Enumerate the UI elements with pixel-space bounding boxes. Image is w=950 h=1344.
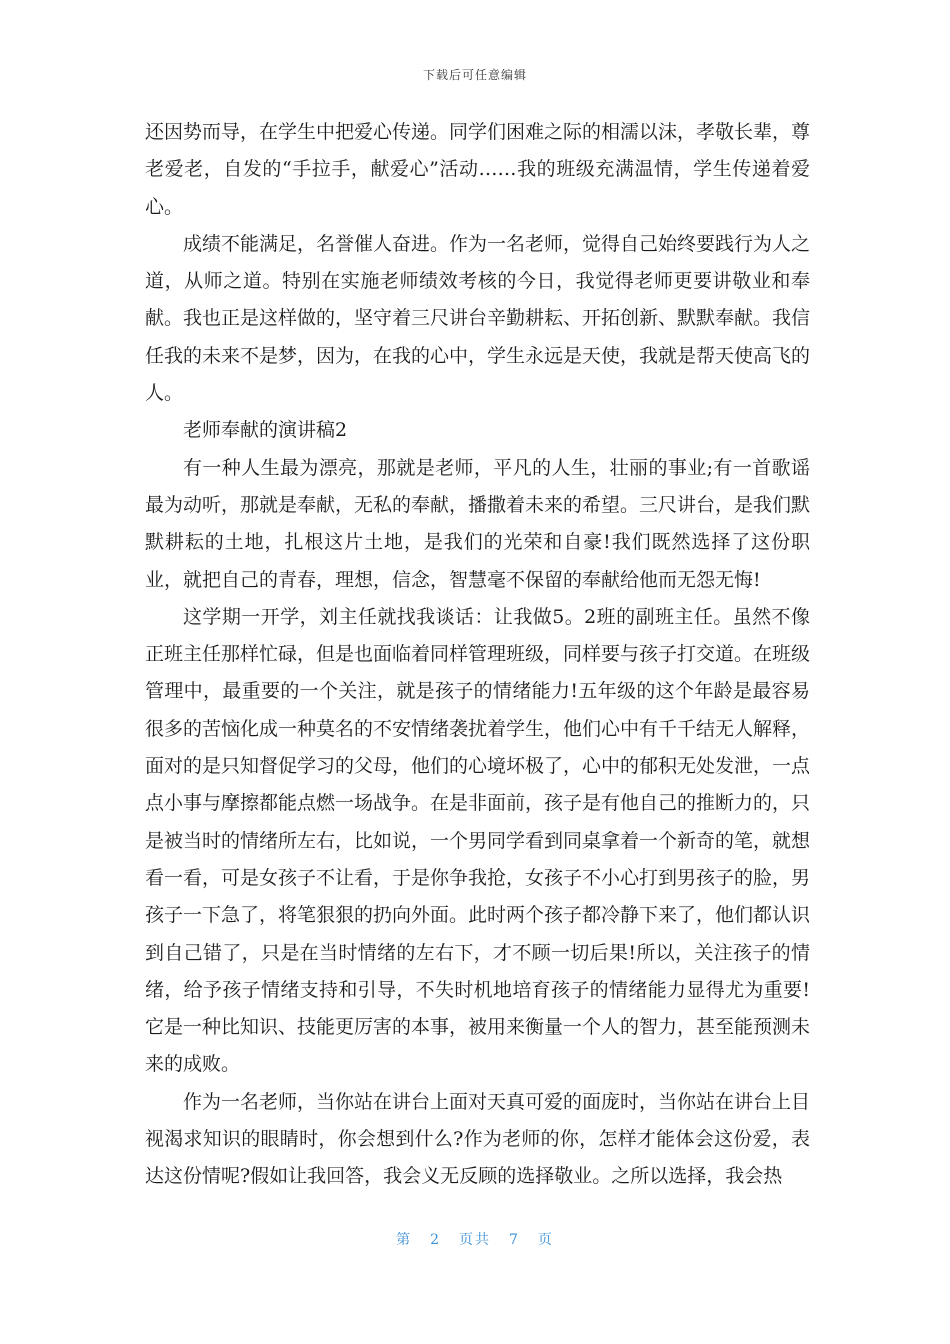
page-footer: [0, 1229, 950, 1249]
paragraph-2: 成绩不能满足，名誉催人奋进。作为一名老师，觉得自己始终要践行为人之道，从师之道。特别在实施老师绩效考核的今日，我觉得老师更要讲敬业和奉献。我也正是这样做的，坚守着三尺讲台辛勤耕耘、开拓创新、默默奉献。我信任我的未来不是梦，因为，在我的心中，学生永远是天使，我就是帮天使高飞的人。: [145, 232, 811, 405]
section-heading: 老师奉献的演讲稿2: [183, 419, 348, 442]
document-body: [145, 114, 810, 1196]
page-header: 下载后可任意编辑: [422, 68, 527, 82]
footer-total-pages: 7: [509, 1232, 520, 1248]
paragraph-5: 作为一名老师，当你站在讲台上面对天真可爱的面庞时，当你站在讲台上目视渴求知识的眼睛时，你会想到什么?作为老师的你，怎样才能体会这份爱，表达这份情呢?假如让我回答，我会义无反顾的选择敬业。之所以选择，我会热: [145, 1090, 811, 1188]
footer-middle: 页共: [459, 1232, 491, 1248]
footer-suffix: 页: [537, 1232, 554, 1248]
footer-prefix: 第: [396, 1232, 413, 1248]
footer-current-page: 2: [430, 1232, 441, 1248]
paragraph-4: 这学期一开学，刘主任就找我谈话：让我做5。2班的副班主任。虽然不像正班主任那样忙碌，但是也面临着同样管理班级，同样要与孩子打交道。在班级管理中，最重要的一个关注，就是孩子的情绪能力!五年级的这个年龄是最容易很多的苦恼化成一种莫名的不安情绪袭扰着学生，他们心中有千千结无人解释，面对的是只知督促学习的父母，他们的心境坏极了，心中的郁积无处发泄，一点点小事与摩擦都能点燃一场战争。在是非面前，孩子是有他自己的推断力的，只是被当时的情绪所左右，比如说，一个男同学看到同桌拿着一个新奇的笔，就想看一看，可是女孩子不让看，于是你争我抢，女孩子不小心打到男孩子的脸，男孩子一下急了，将笔狠狠的扔向外面。此时两个孩子都冷静下来了，他们都认识到自己错了，只是在当时情绪的左右下，才不顾一切后果!所以，关注孩子的情绪，给予孩子情绪支持和引导，不失时机地培育孩子的情绪能力显得尤为重要!它是一种比知识、技能更厉害的本事，被用来衡量一个人的智力，甚至能预测未来的成败。: [145, 605, 811, 1076]
paragraph-3: 有一种人生最为漂亮，那就是老师，平凡的人生，壮丽的事业;有一首歌谣最为动听，那就是奉献，无私的奉献，播撒着未来的希望。三尺讲台，是我们默默耕耘的土地，扎根这片土地，是我们的光荣和自豪!我们既然选择了这份职业，就把自己的青春，理想，信念，智慧毫不保留的奉献给他而无怨无悔!: [145, 456, 811, 591]
paragraph-1: 还因势而导，在学生中把爱心传递。同学们困难之际的相濡以沫，孝敬长辈，尊老爱老，自发的“手拉手，献爱心”活动……我的班级充满温情，学生传递着爱心。: [145, 121, 811, 218]
